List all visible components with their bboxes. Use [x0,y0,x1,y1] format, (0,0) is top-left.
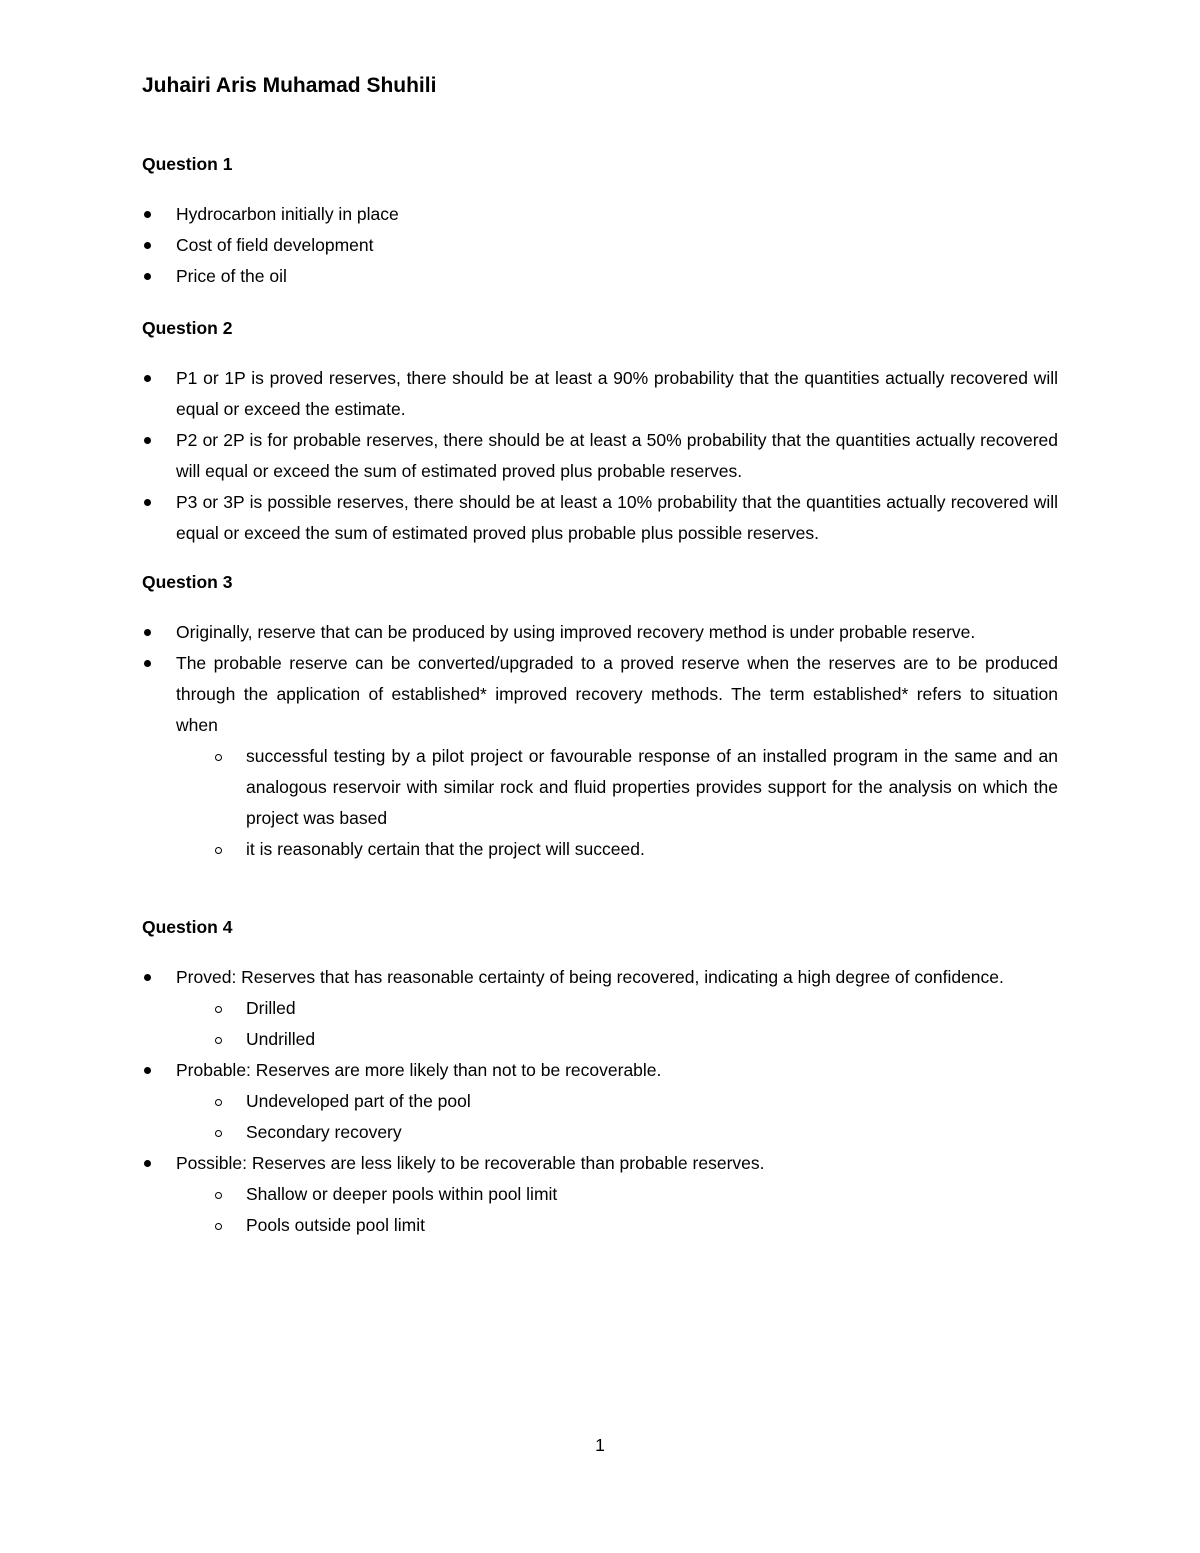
circle-bullet-icon [213,1024,225,1055]
list-item: P1 or 1P is proved reserves, there should be at least a 90% probability that the quantities actually recovered will equal or exceed the estimate. [0,363,1058,425]
list-item: Proved: Reserves that has reasonable certainty of being recovered, indicating a high degree of confidence. Drilled Undrilled [0,962,1058,1055]
bullet-icon [142,363,154,394]
question-4-heading: Question 4 [142,917,233,937]
circle-bullet-icon [213,993,225,1024]
sub-list-item: Secondary recovery [0,1117,1058,1148]
sub-list-item: Undrilled [0,1024,1058,1055]
question-2-list [0,363,1200,549]
bullet-icon [142,230,154,261]
sub-list [176,1179,1058,1241]
list-item: Originally, reserve that can be produced by using improved recovery method is under probable reserve. [0,617,1058,648]
circle-bullet-icon [213,1117,225,1148]
question-2-heading: Question 2 [142,318,233,338]
circle-bullet-icon [213,1210,225,1241]
list-item: Hydrocarbon initially in place [0,199,1058,230]
list-item: P2 or 2P is for probable reserves, there should be at least a 50% probability that the quantities actually recovered will equal or exceed the sum of estimated proved plus probable reserves. [0,425,1058,487]
sub-list-item: Undeveloped part of the pool [0,1086,1058,1117]
bullet-icon [142,487,154,518]
bullet-icon [142,648,154,679]
question-3-list [0,617,1200,865]
author-name: Juhairi Aris Muhamad Shuhili [142,74,437,97]
question-4-list [0,962,1200,1241]
sub-list-item: Pools outside pool limit [0,1210,1058,1241]
question-3-heading: Question 3 [142,572,233,592]
sub-list-item: successful testing by a pilot project or favourable response of an installed program in the same and an analogous reservoir with similar rock and fluid properties provides support for the analysis on which the project was based [0,741,1058,834]
bullet-icon [142,617,154,648]
question-1-heading: Question 1 [142,154,233,174]
bullet-icon [142,1148,154,1179]
list-item: Cost of field development [0,230,1058,261]
circle-bullet-icon [213,741,225,772]
bullet-icon [142,1055,154,1086]
list-item: Price of the oil [0,261,1058,292]
question-1-list [0,199,1200,292]
page-number: 1 [595,1435,605,1455]
circle-bullet-icon [213,1086,225,1117]
sub-list-item: Shallow or deeper pools within pool limit [0,1179,1058,1210]
circle-bullet-icon [213,834,225,865]
circle-bullet-icon [213,1179,225,1210]
list-item: P3 or 3P is possible reserves, there should be at least a 10% probability that the quantities actually recovered will equal or exceed the sum of estimated proved plus probable plus possible reserves. [0,487,1058,549]
list-item: Probable: Reserves are more likely than not to be recoverable. Undeveloped part of the pool Secondary recovery [0,1055,1058,1148]
bullet-icon [142,962,154,993]
list-item: Possible: Reserves are less likely to be recoverable than probable reserves. Shallow or deeper pools within pool limit Pools outside pool limit [0,1148,1058,1241]
sub-list-item: it is reasonably certain that the project will succeed. [0,834,1058,865]
bullet-icon [142,199,154,230]
sub-list [176,1086,1058,1148]
sub-list [176,741,1058,865]
bullet-icon [142,261,154,292]
sub-list-item: Drilled [0,993,1058,1024]
list-item: The probable reserve can be converted/upgraded to a proved reserve when the reserves are to be produced through the application of established* improved recovery methods. The term established* refers to situation when successful testing by a pilot project or favourable response of an installed program in the same and an analogous reservoir with similar rock and fluid properties provides support for the analysis on which the project was based it is reasonably certain that the project will succeed. [0,648,1058,865]
sub-list [176,993,1058,1055]
bullet-icon [142,425,154,456]
